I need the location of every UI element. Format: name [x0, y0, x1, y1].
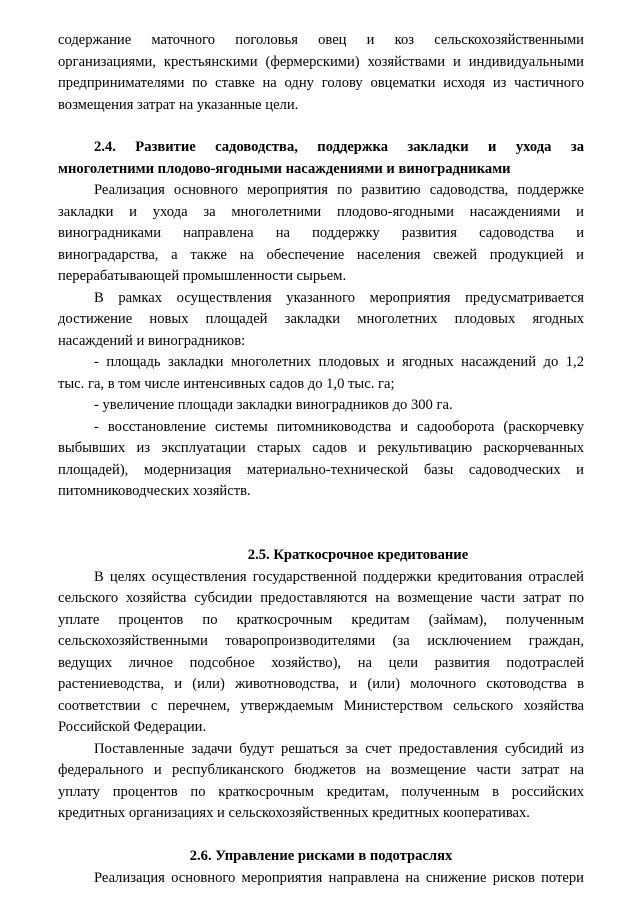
text-line: уплату процентов по краткосрочным кредитам, полученным в российских [58, 783, 584, 800]
text-line: виноградниками направлена на поддержку развития садоводства и [58, 225, 584, 241]
text-line: достижение новых площадей закладки многолетних плодовых ягодных [58, 311, 584, 327]
text-line: В целях осуществления государственной поддержки кредитования отраслей [94, 568, 584, 585]
text-line: соответствии с перечнем, утверждаемым Министерством сельского хозяйства [58, 697, 584, 714]
section-heading-2-6: 2.6. Управление рисками в подотраслях [189, 848, 453, 864]
text-line: питомниководческих хозяйств. [58, 483, 251, 499]
text-line: закладки и ухода за многолетними плодово-ягодными насаждениями и [58, 203, 584, 220]
text-line: сельскохозяйственными товаропроизводителями (за исключением граждан, [58, 633, 584, 649]
text-line: федерального и республиканского бюджетов на возмещение части затрат на [58, 762, 584, 778]
text-line: содержание маточного поголовья овец и коз сельскохозяйственными [58, 32, 584, 48]
text-line: кредитных организациях и сельскохозяйственных кредитных кооперативах. [58, 805, 530, 821]
text-line: растениеводства, и (или) животноводства, и (или) молочного скотоводства в [58, 676, 584, 692]
text-line: возмещения затрат на указанные цели. [58, 96, 299, 113]
text-line: выбывших из эксплуатации старых садов и рекультивацию раскорчеванных [58, 440, 584, 456]
text-line: Реализация основного мероприятия по развитию садоводства, поддержке [94, 182, 584, 198]
text-line: виноградарства, а также на обеспечение населения свежей продукцией и [58, 246, 584, 263]
list-item: - восстановление системы питомниководства и садооборота (раскорчевку [94, 418, 584, 435]
text-line: уплате процентов по краткосрочным кредитам (займам), полученным [58, 611, 584, 628]
text-line: тыс. га, в том числе интенсивных садов до 1,0 тыс. га; [58, 375, 395, 392]
section-heading-2-5: 2.5. Краткосрочное кредитование [247, 547, 469, 563]
text-line: Российской Федерации. [58, 719, 207, 735]
text-line: Поставленные задачи будут решаться за счет предоставления субсидий из [94, 740, 584, 757]
section-heading-2-4-cont: многолетними плодово-ягодными насаждениями и виноградниками [58, 160, 511, 177]
text-line: предпринимателями по ставке на одну голову овцематки исходя из частичного [58, 75, 584, 91]
text-line: ведущих личное подсобное хозяйство), на цели развития подотраслей [58, 654, 584, 671]
section-heading-2-4: 2.4. Развитие садоводства, поддержка закладки и ухода за [94, 139, 584, 155]
text-line: В рамках осуществления указанного мероприятия предусматривается [94, 289, 584, 306]
list-item: - увеличение площади закладки виноградников до 300 га. [94, 397, 453, 413]
text-line: перерабатывающей промышленности сырьем. [58, 268, 347, 284]
list-item: - площадь закладки многолетних плодовых и ягодных насаждений до 1,2 [94, 354, 584, 370]
text-line: организациями, крестьянскими (фермерскими) хозяйствами и индивидуальными [58, 53, 584, 70]
text-line: площадей), модернизация материально-технической базы садоводческих и [58, 461, 584, 478]
text-line: Реализация основного мероприятия направлена на снижение рисков потери [94, 869, 584, 886]
text-line: насаждений и виноградников: [58, 332, 246, 349]
text-line: сельского хозяйства субсидии предоставляются на возмещение части затрат по [58, 590, 584, 606]
